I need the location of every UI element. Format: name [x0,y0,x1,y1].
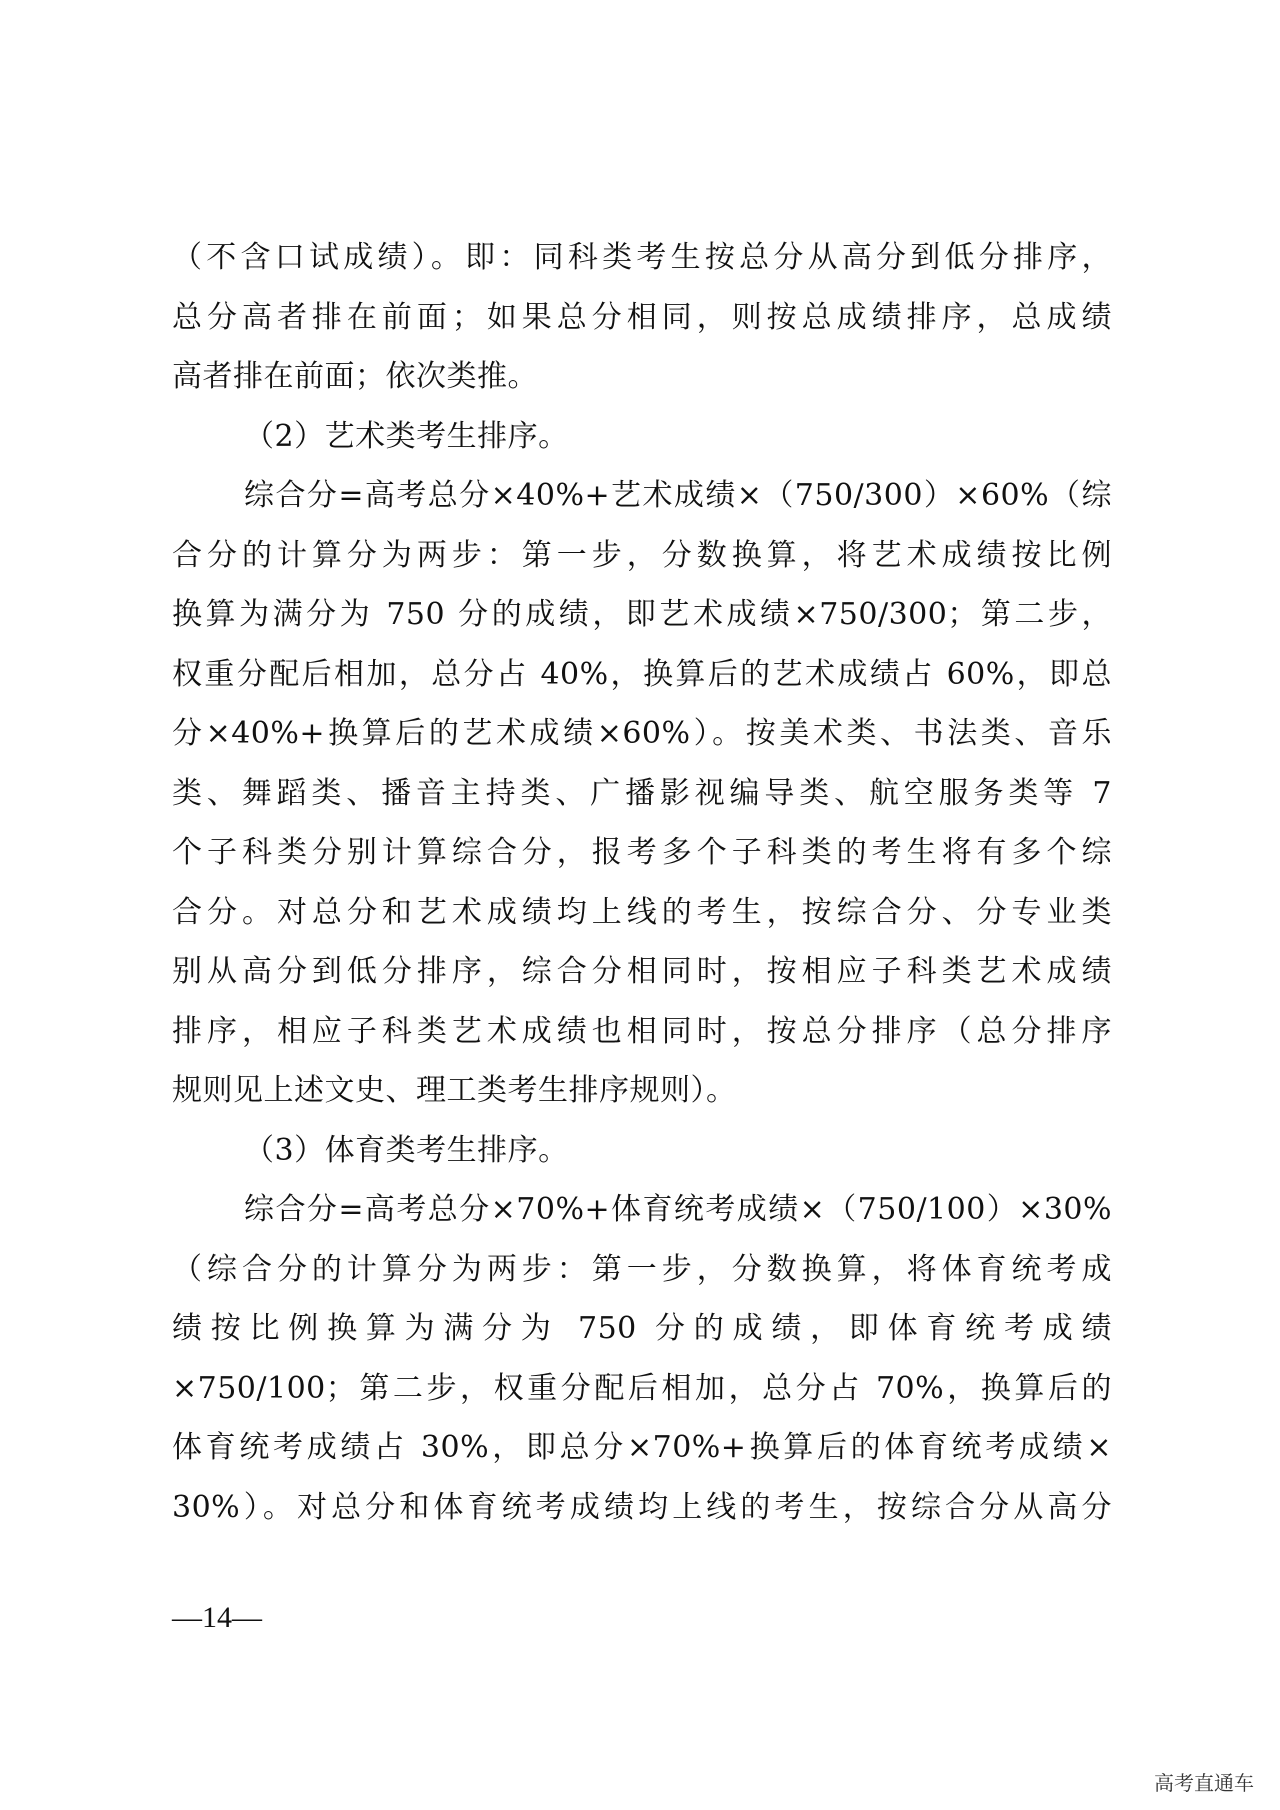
page-number: —14— [172,1601,262,1634]
text-line: 合分的计算分为两步：第一步，分数换算，将艺术成绩按比例 [172,537,1112,573]
text-line: 排序，相应子科类艺术成绩也相同时，按总分排序（总分排序 [172,1013,1112,1049]
formula-line-art: 综合分=高考总分×40%+艺术成绩×（750/300）×60%（综 [244,478,1112,513]
section-heading-art: （2）艺术类考生排序。 [244,418,569,454]
text-line: 30%）。对总分和体育统考成绩均上线的考生，按综合分从高分 [172,1489,1112,1525]
text-line: 分×40%+换算后的艺术成绩×60%）。按美术类、书法类、音乐 [172,716,1112,751]
text-line: 个子科类分别计算综合分，报考多个子科类的考生将有多个综 [172,835,1112,870]
body-text [172,228,1112,1537]
text-line: 绩按比例换算为满分为 750 分的成绩，即体育统考成绩 [172,1311,1112,1346]
text-line: 规则见上述文史、理工类考生排序规则）。 [172,1073,737,1108]
section-heading-sports: （3）体育类考生排序。 [244,1132,569,1168]
text-line: 高者排在前面；依次类推。 [172,359,538,394]
text-line: 别从高分到低分排序，综合分相同时，按相应子科类艺术成绩 [172,954,1112,989]
formula-line-sports: 综合分=高考总分×70%+体育统考成绩×（750/100）×30% [244,1192,1112,1227]
text-line: 类、舞蹈类、播音主持类、广播影视编导类、航空服务类等 7 [172,775,1112,811]
text-line: ×750/100；第二步，权重分配后相加，总分占 70%，换算后的 [172,1370,1112,1406]
text-line: （综合分的计算分为两步：第一步，分数换算，将体育统考成 [172,1251,1112,1287]
text-line: 体育统考成绩占 30%，即总分×70%+换算后的体育统考成绩× [172,1430,1112,1465]
text-line: 总分高者排在前面；如果总分相同，则按总成绩排序，总成绩 [172,299,1112,335]
text-line: 换算为满分为 750 分的成绩，即艺术成绩×750/300；第二步， [172,597,1112,632]
text-line: （不含口试成绩）。即：同科类考生按总分从高分到低分排序， [172,240,1112,275]
text-line: 合分。对总分和艺术成绩均上线的考生，按综合分、分专业类 [172,894,1112,930]
watermark-text: 高考直通车 [1154,1771,1254,1795]
text-line: 权重分配后相加，总分占 40%，换算后的艺术成绩占 60%，即总 [172,656,1112,692]
